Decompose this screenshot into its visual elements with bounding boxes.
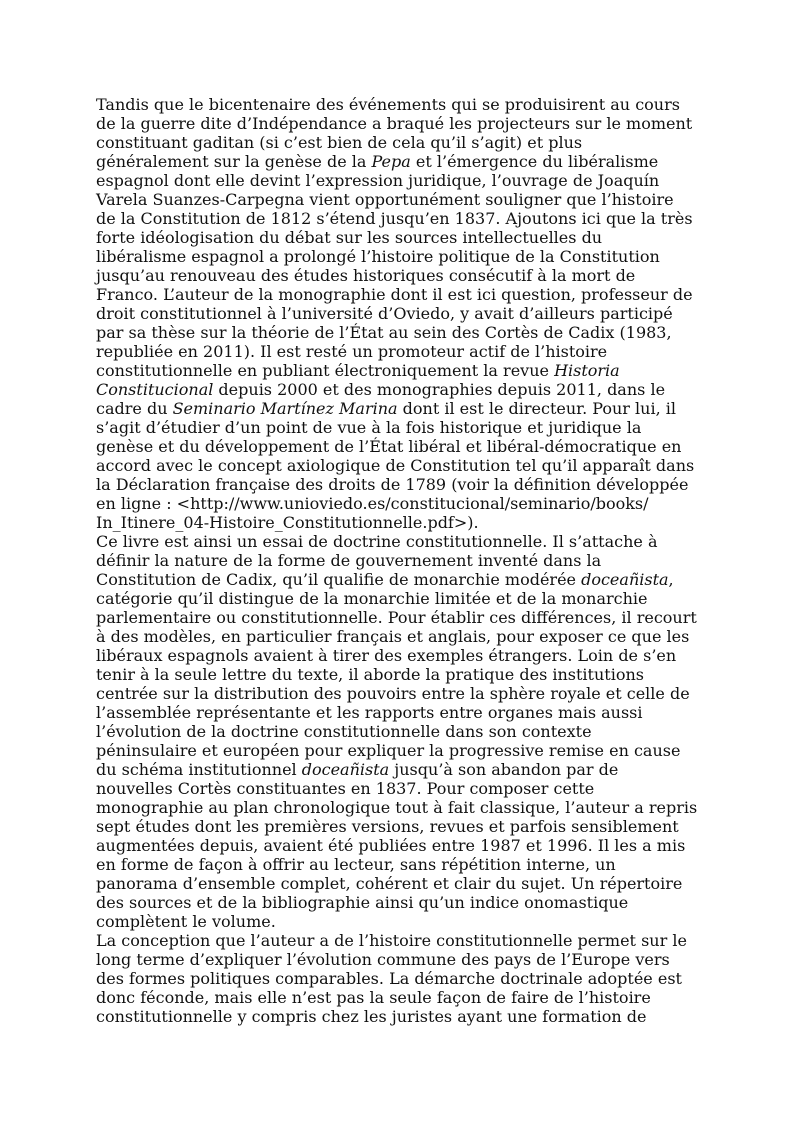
text-line (96, 855, 711, 874)
text-line (96, 171, 711, 190)
text-segment: catégorie qu’il distingue de la monarchie limitée et de la monarchie (96, 589, 648, 608)
text-line (96, 285, 711, 304)
text-line (96, 646, 711, 665)
text-line (96, 817, 711, 836)
text-line (96, 190, 711, 209)
text-segment: jusqu’à son abandon par de (389, 760, 619, 779)
text-segment: de la guerre dite d’Indépendance a braqué les projecteurs sur le moment (96, 114, 693, 133)
text-segment: en ligne : <http://www.unioviedo.es/constitucional/seminario/books/ (96, 494, 649, 513)
text-line (96, 798, 711, 817)
text-segment: complètent le volume. (96, 912, 276, 931)
text-segment: monographie au plan chronologique tout à fait classique, l’auteur a repris (96, 798, 698, 817)
text-line (96, 703, 711, 722)
text-segment: s’agit d’étudier d’un point de vue à la fois historique et juridique la (96, 418, 642, 437)
text-segment: La conception que l’auteur a de l’histoire constitutionnelle permet sur le (96, 931, 687, 950)
text-segment: en forme de façon à offrir au lecteur, sans répétition interne, un (96, 855, 616, 874)
text-line (96, 475, 711, 494)
italic-text: doceañista (301, 760, 390, 779)
text-line (96, 494, 711, 513)
text-line (96, 437, 711, 456)
text-segment: Varela Suanzes-Carpegna vient opportunément souligner que l’histoire (96, 190, 674, 209)
text-segment: accord avec le concept axiologique de Constitution tel qu’il apparaît dans (96, 456, 695, 475)
text-segment: panorama d’ensemble complet, cohérent et clair du sujet. Un répertoire (96, 874, 683, 893)
text-line (96, 532, 711, 551)
text-line (96, 266, 711, 285)
text-line (96, 1007, 711, 1026)
text-segment: des sources et de la bibliographie ainsi qu’un indice onomastique (96, 893, 629, 912)
text-line (96, 380, 711, 399)
text-segment: sept études dont les premières versions, revues et parfois sensiblement (96, 817, 679, 836)
text-line (96, 551, 711, 570)
text-line (96, 133, 711, 152)
text-segment: constitutionnelle y compris chez les juristes ayant une formation de (96, 1007, 647, 1026)
text-segment: nouvelles Cortès constituantes en 1837. Pour composer cette (96, 779, 595, 798)
text-line (96, 209, 711, 228)
text-line (96, 456, 711, 475)
text-segment: augmentées depuis, avaient été publiées entre 1987 et 1996. Il les a mis (96, 836, 686, 855)
text-segment: Franco. L’auteur de la monographie dont il est ici question, professeur de (96, 285, 693, 304)
text-segment: tenir à la seule lettre du texte, il aborde la pratique des institutions (96, 665, 644, 684)
text-line (96, 152, 711, 171)
text-segment: péninsulaire et européen pour expliquer la progressive remise en cause (96, 741, 681, 760)
text-segment: genèse et du développement de l’État libéral et libéral-démocratique en (96, 437, 682, 456)
text-line (96, 342, 711, 361)
text-line (96, 874, 711, 893)
text-line (96, 228, 711, 247)
text-segment: et l’émergence du libéralisme (410, 152, 659, 171)
text-segment: généralement sur la genèse de la (96, 152, 372, 171)
text-segment: du schéma institutionnel (96, 760, 302, 779)
text-line (96, 95, 711, 114)
text-segment: long terme d’expliquer l’évolution commune des pays de l’Europe vers (96, 950, 670, 969)
text-line (96, 988, 711, 1007)
text-line (96, 931, 711, 950)
text-line (96, 399, 711, 418)
text-segment: la Déclaration française des droits de 1789 (voir la définition développée (96, 475, 689, 494)
text-segment: Tandis que le bicentenaire des événements qui se produisirent au cours (96, 95, 680, 114)
text-segment: , (668, 570, 674, 589)
text-segment: Constitution de Cadix, qu’il qualifie de monarchie modérée (96, 570, 582, 589)
text-segment: depuis 2000 et des monographies depuis 2011, dans le (213, 380, 666, 399)
italic-text: Seminario Martínez Marina (172, 399, 398, 418)
text-line (96, 950, 711, 969)
text-line (96, 589, 711, 608)
text-segment: l’assemblée représentante et les rapports entre organes mais aussi (96, 703, 643, 722)
text-segment: par sa thèse sur la théorie de l’État au sein des Cortès de Cadix (1983, (96, 323, 672, 342)
text-segment: Ce livre est ainsi un essai de doctrine constitutionnelle. Il s’attache à (96, 532, 658, 551)
text-line (96, 304, 711, 323)
text-segment: republiée en 2011). Il est resté un promoteur actif de l’histoire (96, 342, 608, 361)
text-segment: donc féconde, mais elle n’est pas la seule façon de faire de l’histoire (96, 988, 651, 1007)
text-segment: centrée sur la distribution des pouvoirs entre la sphère royale et celle de (96, 684, 690, 703)
text-line (96, 969, 711, 988)
text-line (96, 760, 711, 779)
text-line (96, 912, 711, 931)
text-line (96, 684, 711, 703)
document-page (96, 95, 711, 1026)
text-line (96, 570, 711, 589)
text-segment: espagnol dont elle devint l’expression juridique, l’ouvrage de Joaquín (96, 171, 660, 190)
text-line (96, 608, 711, 627)
text-line (96, 722, 711, 741)
text-line (96, 779, 711, 798)
text-segment: droit constitutionnel à l’université d’Oviedo, y avait d’ailleurs participé (96, 304, 673, 323)
text-line (96, 361, 711, 380)
text-segment: libéraux espagnols avaient à tirer des exemples étrangers. Loin de s’en (96, 646, 677, 665)
text-line (96, 323, 711, 342)
italic-text: doceañista (581, 570, 669, 589)
text-line (96, 627, 711, 646)
text-line (96, 665, 711, 684)
text-segment: parlementaire ou constitutionnelle. Pour établir ces différences, il recourt (96, 608, 697, 627)
text-segment: constitutionnelle en publiant électroniquement la revue (96, 361, 555, 380)
text-segment: définir la nature de la forme de gouvernement inventé dans la (96, 551, 602, 570)
text-segment: des formes politiques comparables. La démarche doctrinale adoptée est (96, 969, 682, 988)
text-segment: l’évolution de la doctrine constitutionnelle dans son contexte (96, 722, 592, 741)
text-line (96, 114, 711, 133)
text-segment: jusqu’au renouveau des études historiques consécutif à la mort de (96, 266, 636, 285)
italic-text: Constitucional (96, 380, 214, 399)
italic-text: Historia (554, 361, 620, 380)
text-segment: constituant gaditan (si c’est bien de cela qu’il s’agit) et plus (96, 133, 583, 152)
text-segment: à des modèles, en particulier français et anglais, pour exposer ce que les (96, 627, 690, 646)
italic-text: Pepa (371, 152, 411, 171)
text-segment: forte idéologisation du débat sur les sources intellectuelles du (96, 228, 603, 247)
paragraph (96, 532, 711, 931)
text-line (96, 418, 711, 437)
text-line (96, 247, 711, 266)
text-line (96, 513, 711, 532)
text-line (96, 836, 711, 855)
text-segment: In_Itinere_04-Histoire_Constitutionnelle.pdf>). (96, 513, 479, 532)
text-segment: dont il est le directeur. Pour lui, il (397, 399, 676, 418)
text-line (96, 741, 711, 760)
text-line (96, 893, 711, 912)
text-segment: de la Constitution de 1812 s’étend jusqu’en 1837. Ajoutons ici que la très (96, 209, 693, 228)
text-segment: libéralisme espagnol a prolongé l’histoire politique de la Constitution (96, 247, 660, 266)
paragraph (96, 95, 711, 532)
paragraph (96, 931, 711, 1026)
text-segment: cadre du (96, 399, 173, 418)
